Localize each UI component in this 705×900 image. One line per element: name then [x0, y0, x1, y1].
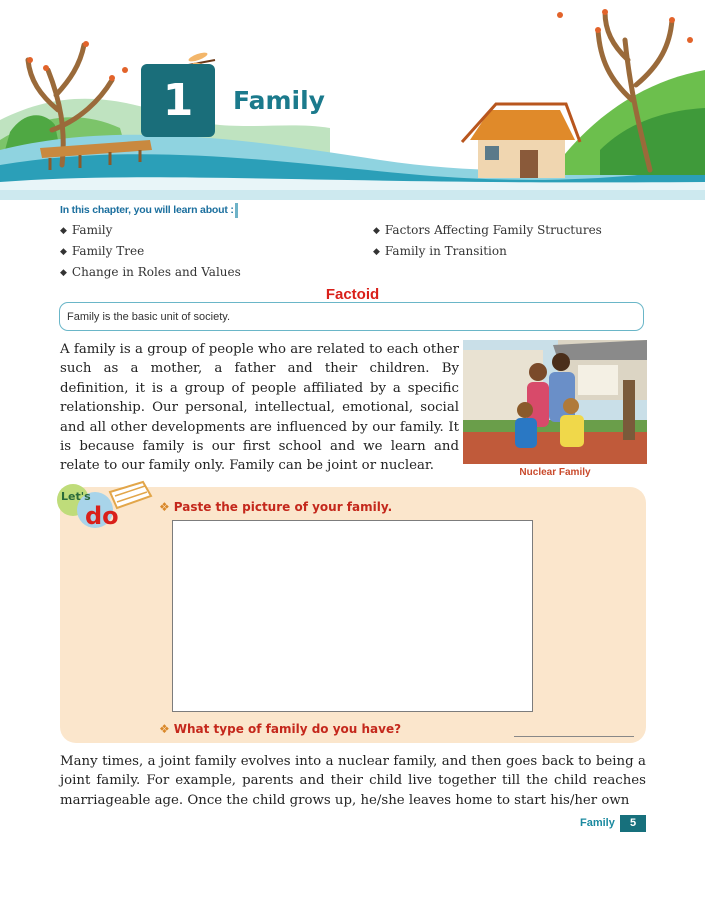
- diamond-bullet-icon: ◆: [60, 247, 67, 257]
- learn-heading-bar: [235, 203, 238, 218]
- learn-item: ◆ Family in Transition: [373, 244, 507, 258]
- svg-text:Let's: Let's: [61, 490, 91, 503]
- diamond-bullet-icon: ◆: [373, 247, 380, 257]
- learn-item: ◆ Family: [60, 223, 113, 237]
- factoid-box: Family is the basic unit of society.: [59, 302, 644, 331]
- photo-caption: Nuclear Family: [519, 467, 591, 478]
- learn-item: ◆ Family Tree: [60, 244, 145, 258]
- footer-chapter-name: Family: [580, 817, 615, 829]
- star-bullet-icon: ❖: [159, 722, 170, 736]
- learn-item: ◆ Factors Affecting Family Structures: [373, 223, 602, 237]
- lets-do-badge-icon: [55, 474, 155, 530]
- task-paste-picture: ❖ Paste the picture of your family.: [159, 500, 393, 514]
- learn-item: ◆ Change in Roles and Values: [60, 265, 241, 279]
- factoid-title: Factoid: [325, 286, 380, 303]
- diamond-bullet-icon: ◆: [60, 268, 67, 278]
- learn-heading: In this chapter, you will learn about :: [60, 204, 234, 216]
- chapter-banner-illustration: [0, 0, 705, 200]
- diamond-bullet-icon: ◆: [60, 226, 67, 236]
- paste-picture-area[interactable]: [172, 520, 533, 712]
- chapter-title: Family: [233, 86, 325, 115]
- diamond-bullet-icon: ◆: [373, 226, 380, 236]
- page-number: 5: [620, 815, 646, 832]
- star-bullet-icon: ❖: [159, 500, 170, 514]
- nuclear-family-photo: [463, 340, 647, 464]
- answer-line[interactable]: [514, 736, 634, 737]
- closing-paragraph: Many times, a joint family evolves into a nuclear family, and then goes back to being a joint family. For example, parents and their child live together till the child reaches marriageable age. Once the child grows up, he/she leaves home to start his/her own: [60, 754, 646, 808]
- chapter-number: 1: [141, 64, 215, 137]
- svg-text:do: do: [85, 502, 119, 530]
- intro-paragraph: A family is a group of people who are related to each other such as a mother, a father and their children. By definition, it is a group of people affiliated by a specific relationship. Our personal, intellectual, emotional, social and all other developments are influenced by our family. It is because family is our first school and we learn and relate to our family only. Family can be joint or nuclear.: [60, 342, 459, 474]
- task-family-type: ❖ What type of family do you have?: [159, 722, 402, 736]
